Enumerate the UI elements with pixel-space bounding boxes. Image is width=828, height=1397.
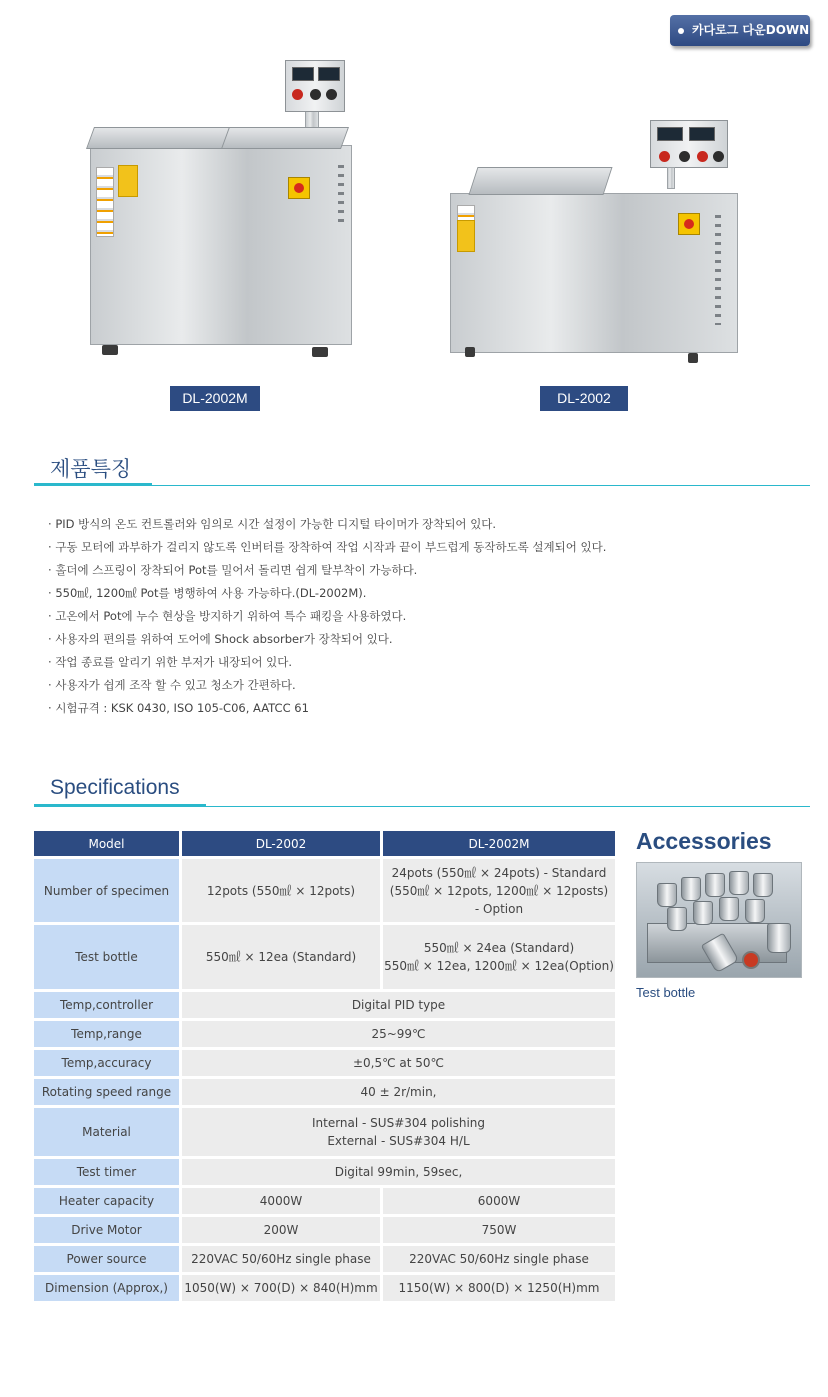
table-row bbox=[34, 1079, 615, 1105]
cell-dl2002m: 1150(W) × 800(D) × 1250(H)mm bbox=[383, 1275, 615, 1301]
product-image-dl2002 bbox=[445, 115, 745, 365]
table-row bbox=[34, 1188, 615, 1214]
catalog-download-button[interactable] bbox=[670, 15, 810, 46]
cell-line: (550㎖ × 12pots, 1200㎖ × 12posts) bbox=[389, 883, 609, 898]
header-dl2002: DL-2002 bbox=[182, 831, 380, 856]
row-label: Heater capacity bbox=[34, 1188, 179, 1214]
accessories-caption: Test bottle bbox=[636, 985, 696, 1000]
row-label: Test bottle bbox=[34, 925, 179, 989]
feature-item: · 구동 모터에 과부하가 걸리지 않도록 인버터를 장착하여 작업 시작과 끝이 부드럽게 동작하도록 설계되어 있다. bbox=[48, 538, 606, 561]
product-caption-dl2002m: DL-2002M bbox=[170, 386, 260, 411]
cell-line: 24pots (550㎖ × 24pots) - Standard bbox=[391, 865, 607, 880]
features-divider bbox=[34, 485, 810, 486]
features-title: 제품특징 bbox=[50, 458, 132, 481]
feature-item: · 사용자가 쉽게 조작 할 수 있고 청소가 간편하다. bbox=[48, 676, 606, 699]
cell-dl2002m: 6000W bbox=[383, 1188, 615, 1214]
accessories-title: Accessories bbox=[636, 828, 772, 854]
bullet-icon bbox=[678, 28, 684, 34]
features-list bbox=[48, 515, 606, 722]
table-row bbox=[34, 1108, 615, 1156]
row-label: Dimension (Approx,) bbox=[34, 1275, 179, 1301]
table-row bbox=[34, 1246, 615, 1272]
row-label: Power source bbox=[34, 1246, 179, 1272]
specifications-divider bbox=[34, 806, 810, 807]
cell-shared: 25~99℃ bbox=[182, 1021, 615, 1047]
header-dl2002m: DL-2002M bbox=[383, 831, 615, 856]
cell-dl2002: 550㎖ × 12ea (Standard) bbox=[182, 925, 380, 989]
row-label: Temp,controller bbox=[34, 992, 179, 1018]
specifications-table bbox=[31, 828, 618, 1304]
cell-shared: ±0,5℃ at 50℃ bbox=[182, 1050, 615, 1076]
test-bottle-image bbox=[636, 862, 802, 978]
catalog-download-label: 카다로그 다운DOWN bbox=[692, 23, 810, 37]
cell-line: External - SUS#304 H/L bbox=[327, 1134, 470, 1148]
cell-shared: Digital 99min, 59sec, bbox=[182, 1159, 615, 1185]
feature-item: · 시험규격 : KSK 0430, ISO 105-C06, AATCC 61 bbox=[48, 699, 606, 722]
product-image-dl2002m bbox=[80, 55, 370, 370]
table-row bbox=[34, 1159, 615, 1185]
cell-shared: 40 ± 2r/min, bbox=[182, 1079, 615, 1105]
row-label: Temp,accuracy bbox=[34, 1050, 179, 1076]
table-header-row bbox=[34, 831, 615, 856]
feature-item: · 작업 종료를 알리기 위한 부저가 내장되어 있다. bbox=[48, 653, 606, 676]
cell-dl2002m bbox=[383, 925, 615, 989]
table-row bbox=[34, 859, 615, 922]
cell-dl2002: 220VAC 50/60Hz single phase bbox=[182, 1246, 380, 1272]
row-label: Material bbox=[34, 1108, 179, 1156]
row-label: Test timer bbox=[34, 1159, 179, 1185]
table-row bbox=[34, 992, 615, 1018]
cell-dl2002m: 750W bbox=[383, 1217, 615, 1243]
feature-item: · 고온에서 Pot에 누수 현상을 방지하기 위하여 특수 패킹을 사용하였다. bbox=[48, 607, 606, 630]
row-label: Number of specimen bbox=[34, 859, 179, 922]
product-caption-dl2002: DL-2002 bbox=[540, 386, 628, 411]
cell-shared: Digital PID type bbox=[182, 992, 615, 1018]
feature-item: · PID 방식의 온도 컨트롤러와 임의로 시간 설정이 가능한 디지털 타이머가 장착되어 있다. bbox=[48, 515, 606, 538]
row-label: Temp,range bbox=[34, 1021, 179, 1047]
cell-dl2002: 12pots (550㎖ × 12pots) bbox=[182, 859, 380, 922]
feature-item: · 홀더에 스프링이 장착되어 Pot를 밀어서 돌리면 쉽게 탈부착이 가능하다. bbox=[48, 561, 606, 584]
table-row bbox=[34, 1275, 615, 1301]
cell-line: Internal - SUS#304 polishing bbox=[311, 1116, 486, 1130]
row-label: Drive Motor bbox=[34, 1217, 179, 1243]
cell-dl2002: 200W bbox=[182, 1217, 380, 1243]
cell-line: 550㎖ × 24ea (Standard) bbox=[423, 941, 575, 955]
specifications-title: Specifications bbox=[50, 776, 180, 799]
cell-dl2002m: 220VAC 50/60Hz single phase bbox=[383, 1246, 615, 1272]
feature-item: · 550㎖, 1200㎖ Pot를 병행하여 사용 가능하다.(DL-2002M). bbox=[48, 584, 606, 607]
header-model: Model bbox=[34, 831, 179, 856]
table-row bbox=[34, 1217, 615, 1243]
cell-dl2002: 4000W bbox=[182, 1188, 380, 1214]
row-label: Rotating speed range bbox=[34, 1079, 179, 1105]
table-row bbox=[34, 1050, 615, 1076]
table-row bbox=[34, 925, 615, 989]
feature-item: · 사용자의 편의를 위하여 도어에 Shock absorber가 장착되어 있다. bbox=[48, 630, 606, 653]
cell-dl2002: 1050(W) × 700(D) × 840(H)mm bbox=[182, 1275, 380, 1301]
cell-dl2002m bbox=[383, 859, 615, 922]
cell-line: 550㎖ × 12ea, 1200㎖ × 12ea(Option) bbox=[384, 959, 614, 973]
table-row bbox=[34, 1021, 615, 1047]
cell-shared bbox=[182, 1108, 615, 1156]
cell-line: - Option bbox=[474, 901, 524, 916]
